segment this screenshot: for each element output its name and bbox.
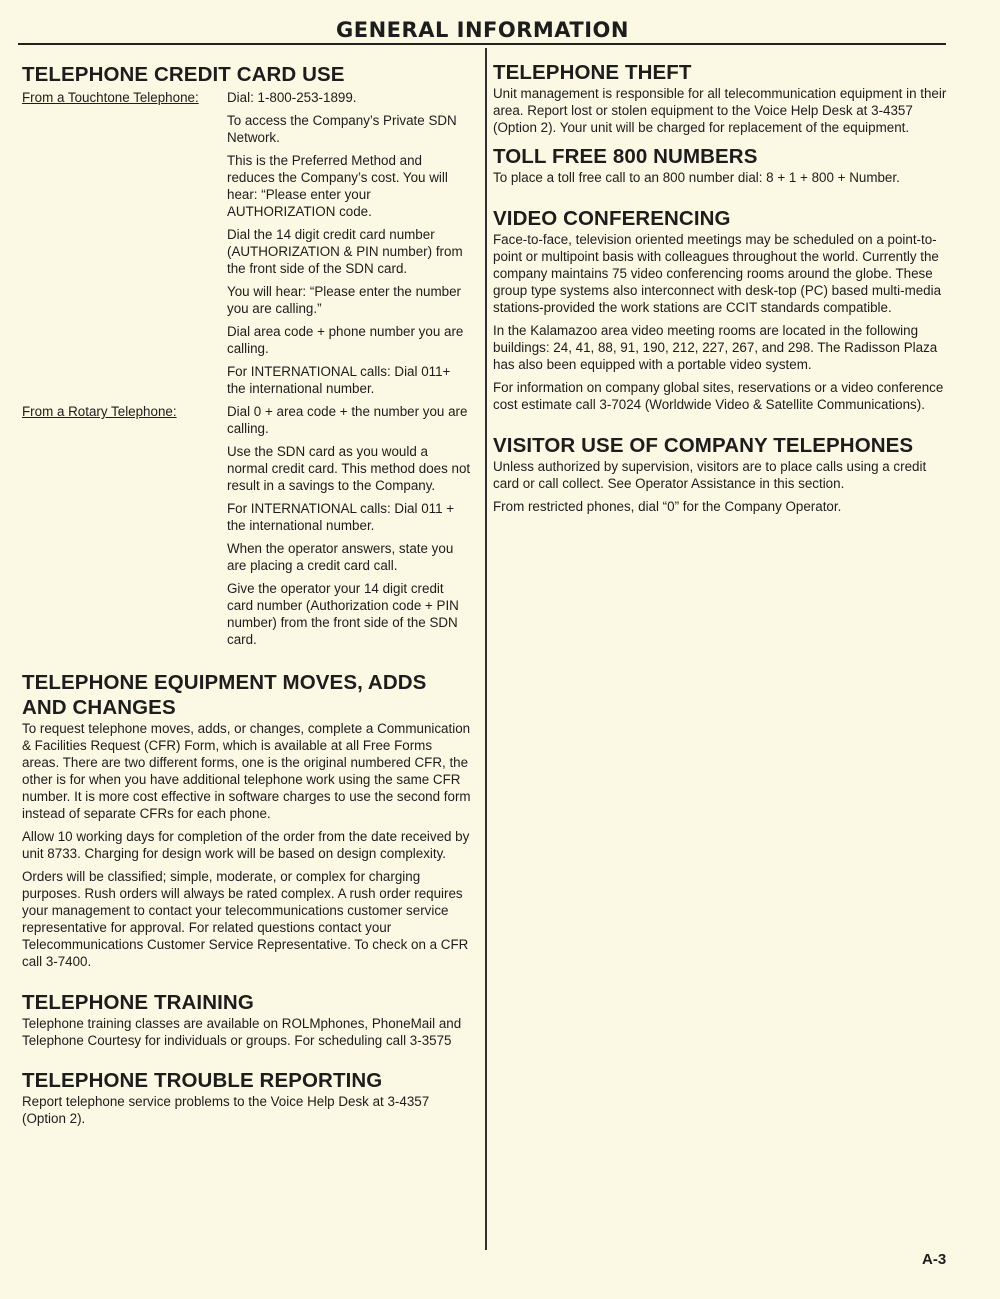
column-divider [485,48,487,1250]
rotary-step: Give the operator your 14 digit credit card number (Authorization code + PIN number) from the front side of the SDN card. [227,581,459,647]
rotary-row [22,403,472,648]
credit-card-section [22,62,472,648]
training-heading: TELEPHONE TRAINING [22,991,254,1014]
visitor-heading: VISITOR USE OF COMPANY TELEPHONES [493,434,914,457]
visitor-paragraph: Unless authorized by supervision, visitors are to place calls using a credit card or call collect. See Operator Assistance in this section. [493,459,927,491]
touchtone-step: You will hear: “Please enter the number you are calling.” [227,284,461,316]
tollfree-heading: TOLL FREE 800 NUMBERS [493,145,758,168]
rotary-step: For INTERNATIONAL calls: Dial 011 + the international number. [227,501,455,533]
left-column [22,62,472,1127]
touchtone-step: This is the Preferred Method and reduces the Company’s cost. You will hear: “Please enter your AUTHORIZATION code. [227,153,448,219]
moves-paragraph: To request telephone moves, adds, or changes, complete a Communication & Facilities Request (CFR) Form, which is available at all Free Forms areas. There are two different forms, one is the original numbered CFR, the other is for when you have additional telephone work using the same CFR number. It is more cost effective in software charges to use the second form instead of separate CFRs for each phone. [22,721,471,821]
rotary-label: From a Rotary Telephone: [22,404,177,419]
moves-heading-line1: TELEPHONE EQUIPMENT MOVES, ADDS [22,671,427,694]
video-section [493,206,953,413]
training-text: Telephone training classes are available on ROLMphones, PhoneMail and Telephone Courtesy for individuals or groups. For scheduling call 3-3575 [22,1016,462,1048]
touchtone-step: For INTERNATIONAL calls: Dial 011+ the international number. [227,364,451,396]
touchtone-step: Dial the 14 digit credit card number (AUTHORIZATION & PIN number) from the front side of the SDN card. [227,227,463,276]
training-section [22,990,472,1049]
rotary-steps [227,403,472,648]
touchtone-step: To access the Company’s Private SDN Network. [227,113,457,145]
visitor-paragraph: From restricted phones, dial “0” for the Company Operator. [493,499,842,514]
page-header-title: GENERAL INFORMATION [336,18,629,42]
rotary-step: Dial 0 + area code + the number you are calling. [227,404,468,436]
touchtone-steps [227,89,472,397]
moves-section [22,670,472,970]
page-number: A-3 [922,1251,947,1268]
video-heading: VIDEO CONFERENCING [493,207,731,230]
trouble-heading: TELEPHONE TROUBLE REPORTING [22,1069,383,1092]
rotary-step: When the operator answers, state you are placing a credit card call. [227,541,454,573]
touchtone-step: Dial area code + phone number you are calling. [227,324,464,356]
video-paragraph: For information on company global sites, reservations or a video conference cost estimate call 3-7024 (Worldwide Video & Satellite Communications). [493,380,944,412]
video-paragraph: Face-to-face, television oriented meetings may be scheduled on a point-to-point or multipoint basis with colleagues throughout the world. Currently the company maintains 75 video conferencing rooms around the globe. These group type systems also interconnect with desk-top (PC) based multi-media stations-provided the work stations are CCIT standards compatible. [493,232,942,315]
moves-heading-line2: AND CHANGES [22,696,176,719]
theft-heading: TELEPHONE THEFT [493,61,692,84]
moves-paragraph: Orders will be classified; simple, moderate, or complex for charging purposes. Rush orders will always be rated complex. A rush order requires your management to contact your telecommunications customer service representative for approval. For related questions contact your Telecommunications Customer Service Representative. To check on a CFR call 3-7400. [22,869,469,969]
moves-paragraph: Allow 10 working days for completion of the order from the date received by unit 8733. Charging for design work will be based on design complexity. [22,829,470,861]
rotary-step: Use the SDN card as you would a normal credit card. This method does not result in a savings to the Company. [227,444,471,493]
touchtone-row [22,89,472,397]
theft-text: Unit management is responsible for all telecommunication equipment in their area. Report lost or stolen equipment to the Voice Help Desk at 3-4357 (Option 2). Your unit will be charged for replacement of the equipment. [493,86,947,135]
right-column [493,60,953,515]
visitor-section [493,433,953,515]
tollfree-section [493,144,953,186]
header-rule [18,43,946,45]
trouble-section [22,1068,472,1127]
trouble-text: Report telephone service problems to the Voice Help Desk at 3-4357 (Option 2). [22,1094,430,1126]
tollfree-text: To place a toll free call to an 800 number dial: 8 + 1 + 800 + Number. [493,170,900,185]
video-paragraph: In the Kalamazoo area video meeting rooms are located in the following buildings: 24, 41, 88, 91, 190, 212, 227, 267, and 298. The Radisson Plaza has also been equipped with a portable video system. [493,323,938,372]
theft-section [493,60,953,136]
touchtone-step: Dial: 1-800-253-1899. [227,90,357,105]
touchtone-label: From a Touchtone Telephone: [22,90,199,105]
credit-card-heading: TELEPHONE CREDIT CARD USE [22,63,345,86]
